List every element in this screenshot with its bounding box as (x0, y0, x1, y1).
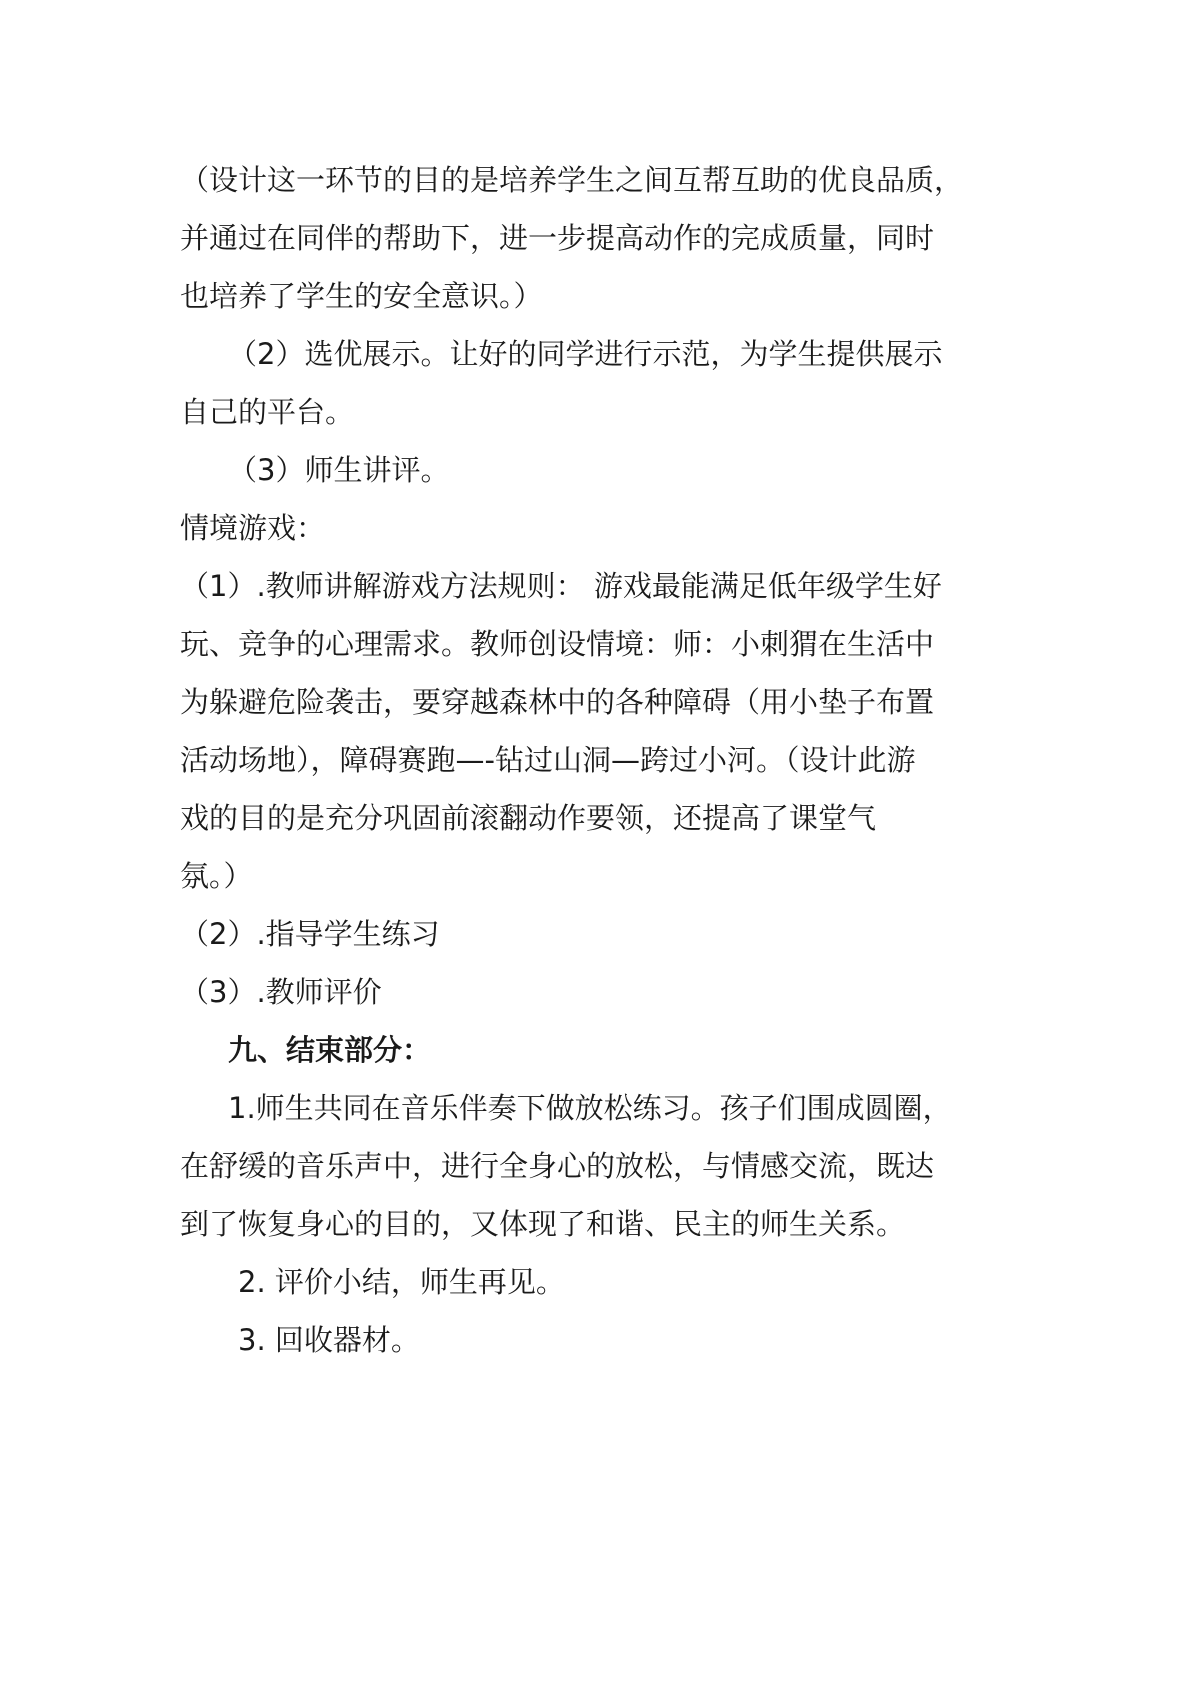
text-line: 氛。） (180, 859, 253, 893)
text-line: 1.师生共同在音乐伴奏下做放松练习。孩子们围成圆圈， (228, 1091, 952, 1125)
text-line: 自己的平台。 (180, 395, 355, 429)
text-line: 活动场地），障碍赛跑—-钻过山洞—跨过小河。（设计此游 (180, 743, 916, 777)
text-line: 戏的目的是充分巩固前滚翻动作要领，还提高了课堂气 (180, 801, 877, 835)
text-line: 到了恢复身心的目的，又体现了和谐、民主的师生关系。 (180, 1207, 906, 1241)
text-line: 玩、竞争的心理需求。教师创设情境：师：小刺猬在生活中 (180, 627, 935, 661)
text-line: （3）师生讲评。 (228, 453, 450, 487)
text-line: （2）选优展示。让好的同学进行示范，为学生提供展示 (228, 337, 943, 371)
text-line: （3）.教师评价 (180, 975, 382, 1009)
text-line: 3. 回收器材。 (238, 1323, 420, 1357)
text-line: 为躲避危险袭击，要穿越森林中的各种障碍（用小垫子布置 (180, 685, 935, 719)
text-line: 2. 评价小结，师生再见。 (238, 1265, 565, 1299)
text-line: （1）.教师讲解游戏方法规则： 游戏最能满足低年级学生好 (180, 569, 942, 603)
text-line: 并通过在同伴的帮助下，进一步提高动作的完成质量，同时 (180, 221, 935, 255)
section-heading: 九、结束部分： (228, 1033, 432, 1067)
text-line: （设计这一环节的目的是培养学生之间互帮互助的优良品质， (180, 163, 964, 197)
text-line: 也培养了学生的安全意识。） (180, 279, 543, 313)
text-line: （2）.指导学生练习 (180, 917, 440, 951)
text-line: 情境游戏： (180, 511, 326, 545)
text-line: 在舒缓的音乐声中，进行全身心的放松，与情感交流，既达 (180, 1149, 935, 1183)
